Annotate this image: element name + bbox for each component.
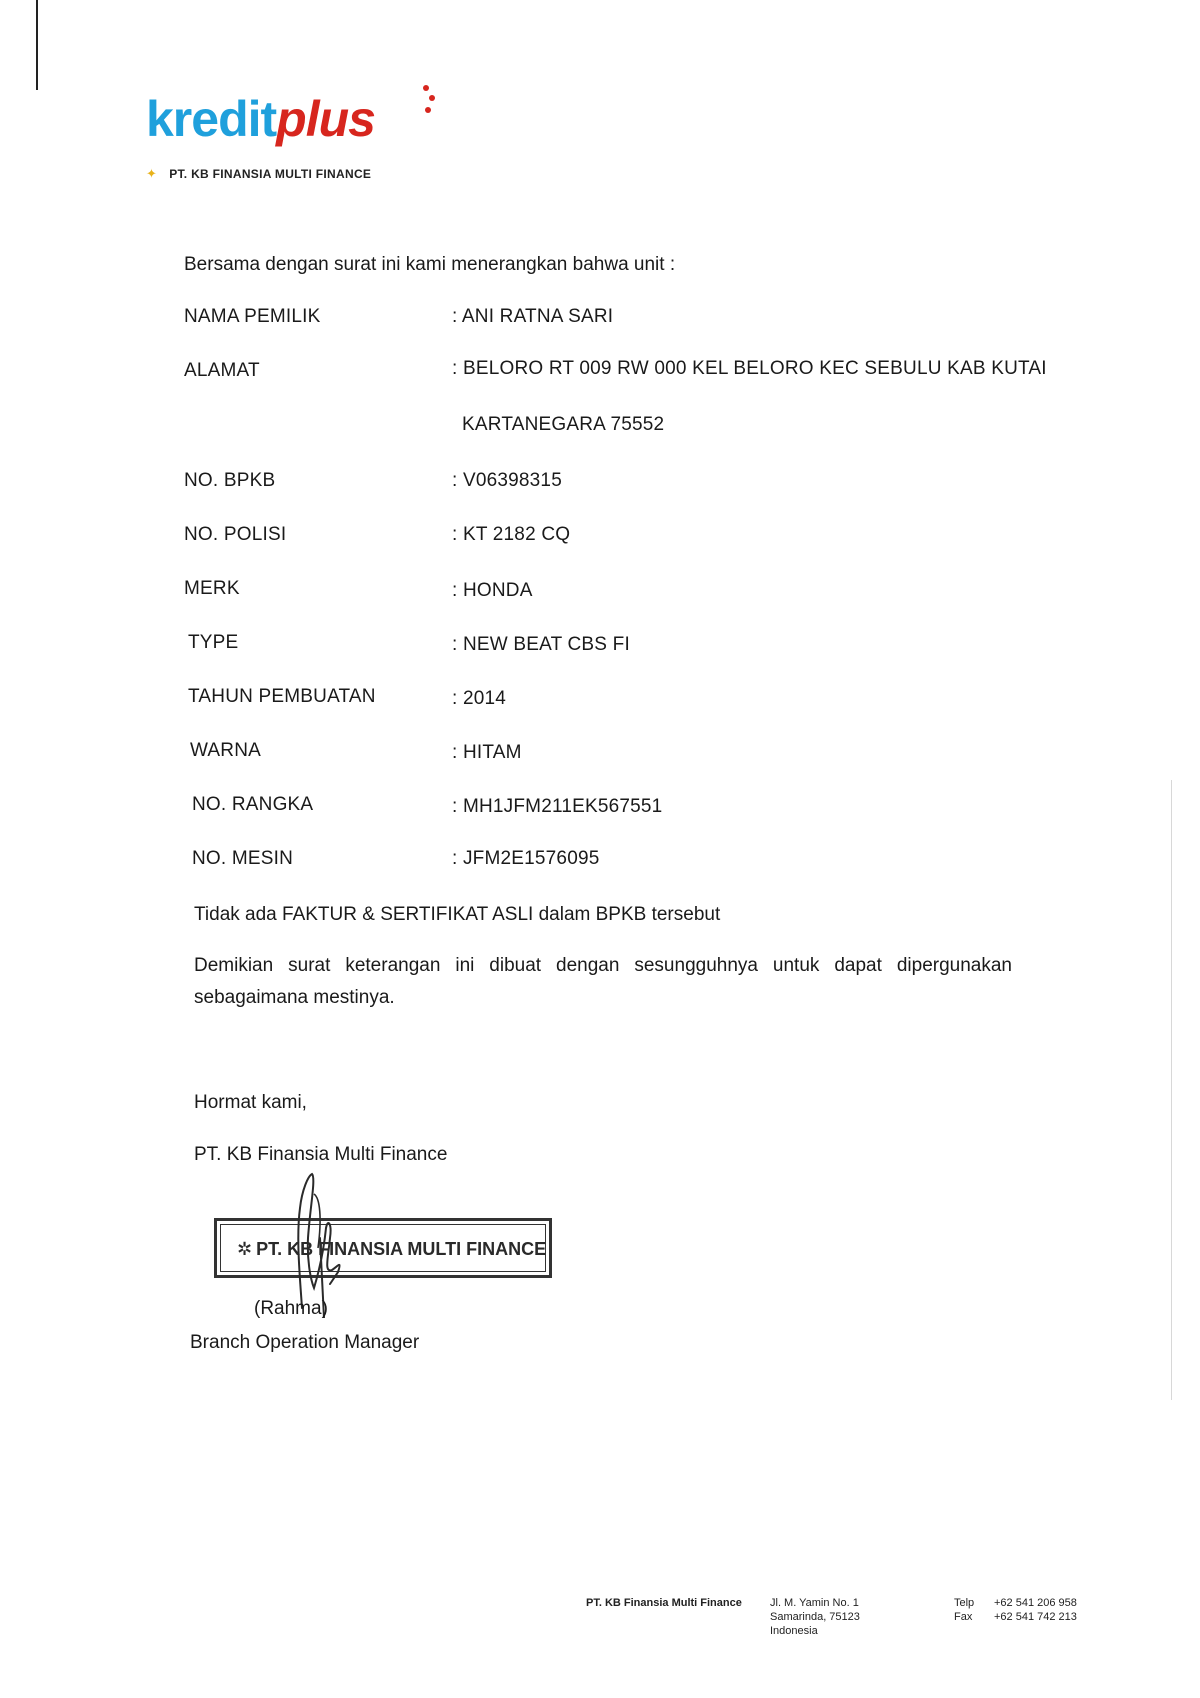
field-value-no-mesin: : JFM2E1576095 (452, 848, 600, 869)
note-text: Tidak ada FAKTUR & SERTIFIKAT ASLI dalam BPKB tersebut (194, 904, 721, 925)
footer-address-line: Jl. M. Yamin No. 1 (770, 1597, 859, 1609)
field-label-no-polisi: NO. POLISI (184, 524, 287, 545)
logo-subtitle (146, 166, 371, 182)
field-value-no-bpkb: : V06398315 (452, 470, 562, 491)
logo-kredit-text: kredit (146, 91, 277, 147)
intro-text: Bersama dengan surat ini kami menerangkan bahwa unit : (184, 254, 676, 275)
field-label-tahun-pembuatan: TAHUN PEMBUATAN (188, 686, 376, 707)
logo-subtitle-text: PT. KB FINANSIA MULTI FINANCE (169, 167, 372, 181)
field-value-alamat-line2: KARTANEGARA 75552 (462, 414, 665, 435)
field-label-no-rangka: NO. RANGKA (192, 794, 314, 815)
company-stamp (214, 1218, 552, 1278)
scan-edge (1171, 780, 1172, 1400)
footer-company: PT. KB Finansia Multi Finance (586, 1597, 742, 1609)
telp-label: Telp (954, 1597, 975, 1609)
field-value-alamat: : BELORO RT 009 RW 000 KEL BELORO KEC SEBULU KAB KUTAI (452, 358, 1047, 379)
field-value-merk: : HONDA (452, 580, 533, 601)
field-label-no-mesin: NO. MESIN (192, 848, 294, 869)
footer-contact (954, 1596, 1077, 1624)
field-label-type: TYPE (188, 632, 239, 653)
regards-text: Hormat kami, (194, 1092, 307, 1113)
logo-plus-text: plus (276, 91, 375, 147)
stamp-label (237, 1239, 546, 1260)
field-value-no-rangka: : MH1JFM211EK567551 (452, 796, 663, 817)
footer-fax-row (954, 1610, 1077, 1624)
field-label-warna: WARNA (190, 740, 262, 761)
stamp-emblem-icon: ✲ (237, 1239, 253, 1259)
footer-address (770, 1596, 860, 1638)
field-label-alamat: ALAMAT (184, 360, 260, 381)
fax-label: Fax (954, 1611, 973, 1623)
field-label-merk: MERK (184, 578, 240, 599)
telp-value: +62 541 206 958 (994, 1597, 1077, 1609)
footer-address-line: Indonesia (770, 1625, 818, 1637)
fax-value: +62 541 742 213 (994, 1611, 1077, 1623)
field-value-type: : NEW BEAT CBS FI (452, 634, 630, 655)
field-value-warna: : HITAM (452, 742, 522, 763)
field-value-tahun-pembuatan: : 2014 (452, 688, 507, 709)
signer-title: Branch Operation Manager (190, 1332, 420, 1353)
company-logo (146, 91, 375, 181)
logo-dots-icon (408, 82, 438, 122)
footer-address-line: Samarinda, 75123 (770, 1611, 860, 1623)
company-name-text: PT. KB Finansia Multi Finance (194, 1144, 448, 1165)
field-label-no-bpkb: NO. BPKB (184, 470, 276, 491)
field-value-nama-pemilik: : ANI RATNA SARI (452, 306, 614, 327)
stamp-text: PT. KB FINANSIA MULTI FINANCE (256, 1239, 547, 1259)
closing-paragraph: Demikian surat keterangan ini dibuat dengan sesungguhnya untuk dapat dipergunakan sebagaimana mestinya. (194, 955, 1012, 1008)
footer-telp-row (954, 1596, 1077, 1610)
field-label-nama-pemilik: NAMA PEMILIK (184, 306, 321, 327)
scan-edge (36, 0, 38, 90)
field-value-no-polisi: : KT 2182 CQ (452, 524, 571, 545)
star-icon: ✦ (146, 166, 158, 181)
signer-name: (Rahma) (254, 1298, 328, 1319)
